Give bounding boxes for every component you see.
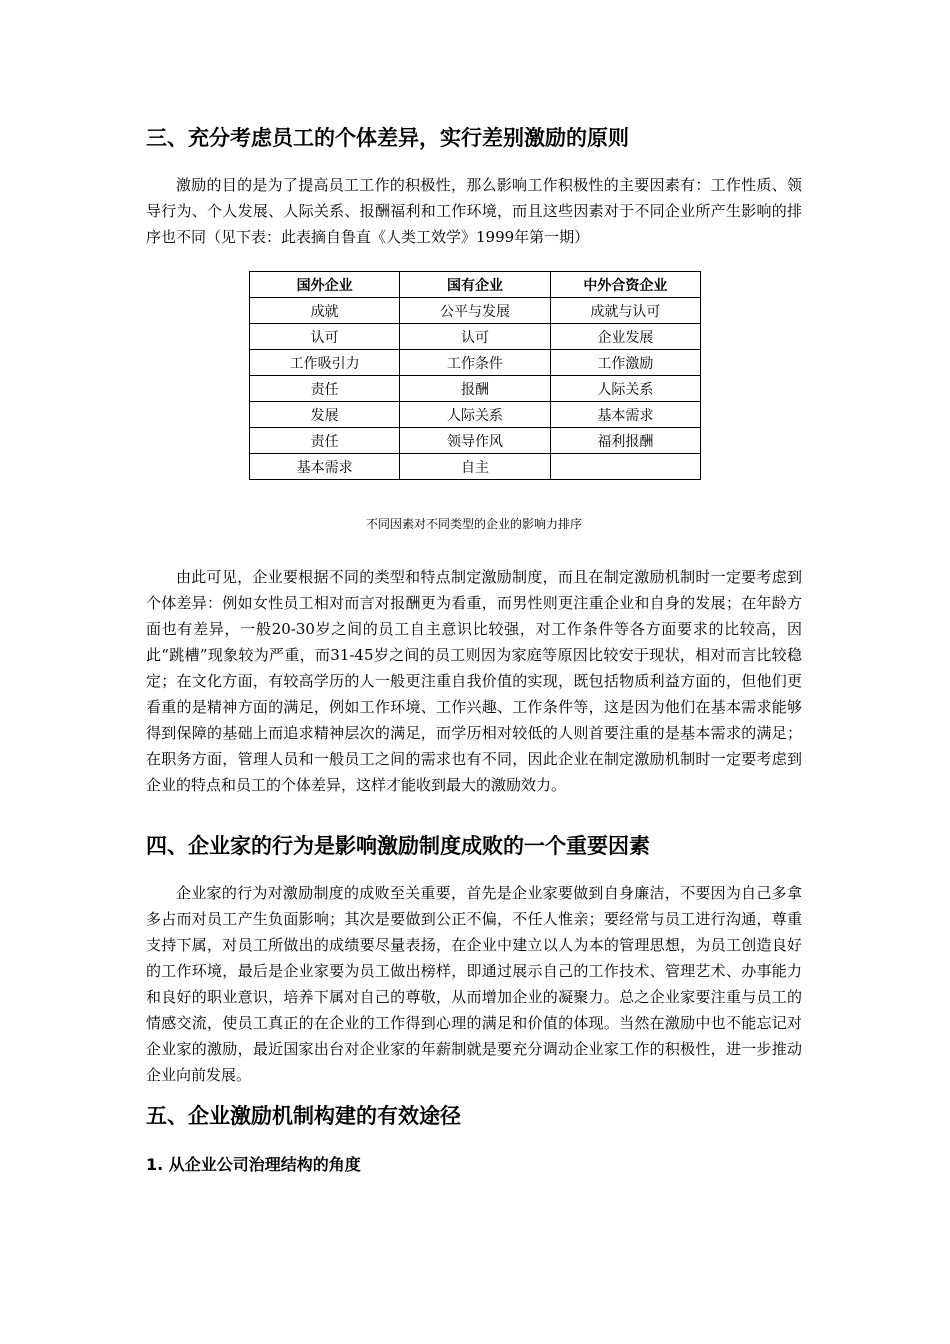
table-row bbox=[250, 428, 701, 454]
paragraph-entrepreneur-behavior: 企业家的行为对激励制度的成败至关重要，首先是企业家要做到自身廉洁，不要因为自己多拿多占而对员工产生负面影响；其次是要做到公正不偏，不任人惟亲；要经常与员工进行沟通，尊重支持下属，对员工所做出的成绩要尽量表扬，在企业中建立以人为本的管理思想，为员工创造良好的工作环境，最后是企业家要为员工做出榜样，即通过展示自己的工作技术、管理艺术、办事能力和良好的职业意识，培养下属对自己的尊敬，从而增加企业的凝聚力。总之企业家要注重与员工的情感交流，使员工真正的在企业的工作得到心理的满足和价值的体现。当然在激励中也不能忘记对企业家的激励，最近国家出台对企业家的年薪制就是要充分调动企业家工作的积极性，进一步推动企业向前发展。 bbox=[146, 884, 802, 1084]
table-cell: 发展 bbox=[250, 402, 400, 428]
table-cell: 自主 bbox=[400, 454, 550, 480]
column-header-joint-venture: 中外合资企业 bbox=[550, 272, 700, 298]
table-cell: 人际关系 bbox=[550, 376, 700, 402]
table-cell: 报酬 bbox=[400, 376, 550, 402]
table-cell: 企业发展 bbox=[550, 324, 700, 350]
table-cell: 成就与认可 bbox=[550, 298, 700, 324]
column-header-foreign: 国外企业 bbox=[250, 272, 400, 298]
table-row bbox=[250, 298, 701, 324]
paragraph-individual-differences: 由此可见，企业要根据不同的类型和特点制定激励制度，而且在制定激励机制时一定要考虑到个体差异：例如女性员工相对而言对报酬更为看重，而男性则更注重企业和自身的发展；在年龄方面也有差异，一般20-30岁之间的员工自主意识比较强，对工作条件等各方面要求的比较高，因此“跳槽”现象较为严重，而31-45岁之间的员工则因为家庭等原因比较安于现状，相对而言比较稳定；在文化方面，有较高学历的人一般更注重自我价值的实现，既包括物质利益方面的，但他们更看重的是精神方面的满足，例如工作环境、工作兴趣、工作条件等，这是因为他们在基本需求能够得到保障的基础上而追求精神层次的满足，而学历相对较低的人则首要注重的是基本需求的满足；在职务方面，管理人员和一般员工之间的需求也有不同，因此企业在制定激励机制时一定要考虑到企业的特点和员工的个体差异，这样才能收到最大的激励效力。 bbox=[146, 568, 802, 794]
table-header-row bbox=[250, 272, 701, 298]
section-heading-5: 五、企业激励机制构建的有效途径 bbox=[146, 1104, 461, 1128]
factor-ranking-table bbox=[249, 271, 701, 480]
table-cell: 基本需求 bbox=[250, 454, 400, 480]
table-cell: 责任 bbox=[250, 428, 400, 454]
subsection-heading-1: 1. 从企业公司治理结构的角度 bbox=[146, 1155, 361, 1174]
table-cell bbox=[550, 454, 700, 480]
table-row bbox=[250, 402, 701, 428]
section-heading-4: 四、企业家的行为是影响激励制度成败的一个重要因素 bbox=[146, 834, 650, 858]
table-cell: 工作条件 bbox=[400, 350, 550, 376]
table-cell: 工作激励 bbox=[550, 350, 700, 376]
table-row bbox=[250, 454, 701, 480]
table-cell: 成就 bbox=[250, 298, 400, 324]
table-row bbox=[250, 376, 701, 402]
table-cell: 认可 bbox=[250, 324, 400, 350]
table-cell: 人际关系 bbox=[400, 402, 550, 428]
table-cell: 福利报酬 bbox=[550, 428, 700, 454]
table-cell: 公平与发展 bbox=[400, 298, 550, 324]
table-cell: 责任 bbox=[250, 376, 400, 402]
column-header-state-owned: 国有企业 bbox=[400, 272, 550, 298]
table-cell: 工作吸引力 bbox=[250, 350, 400, 376]
section-heading-3: 三、充分考虑员工的个体差异，实行差别激励的原则 bbox=[146, 126, 629, 150]
paragraph-factors-intro: 激励的目的是为了提高员工工作的积极性，那么影响工作积极性的主要因素有：工作性质、领导行为、个人发展、人际关系、报酬福利和工作环境，而且这些因素对于不同企业所产生影响的排序也不同（见下表：此表摘自鲁直《人类工效学》1999年第一期） bbox=[146, 176, 802, 246]
table-caption: 不同因素对不同类型的企业的影响力排序 bbox=[365, 517, 582, 531]
table-row bbox=[250, 350, 701, 376]
table-cell: 领导作风 bbox=[400, 428, 550, 454]
table-cell: 基本需求 bbox=[550, 402, 700, 428]
table-row bbox=[250, 324, 701, 350]
table-cell: 认可 bbox=[400, 324, 550, 350]
